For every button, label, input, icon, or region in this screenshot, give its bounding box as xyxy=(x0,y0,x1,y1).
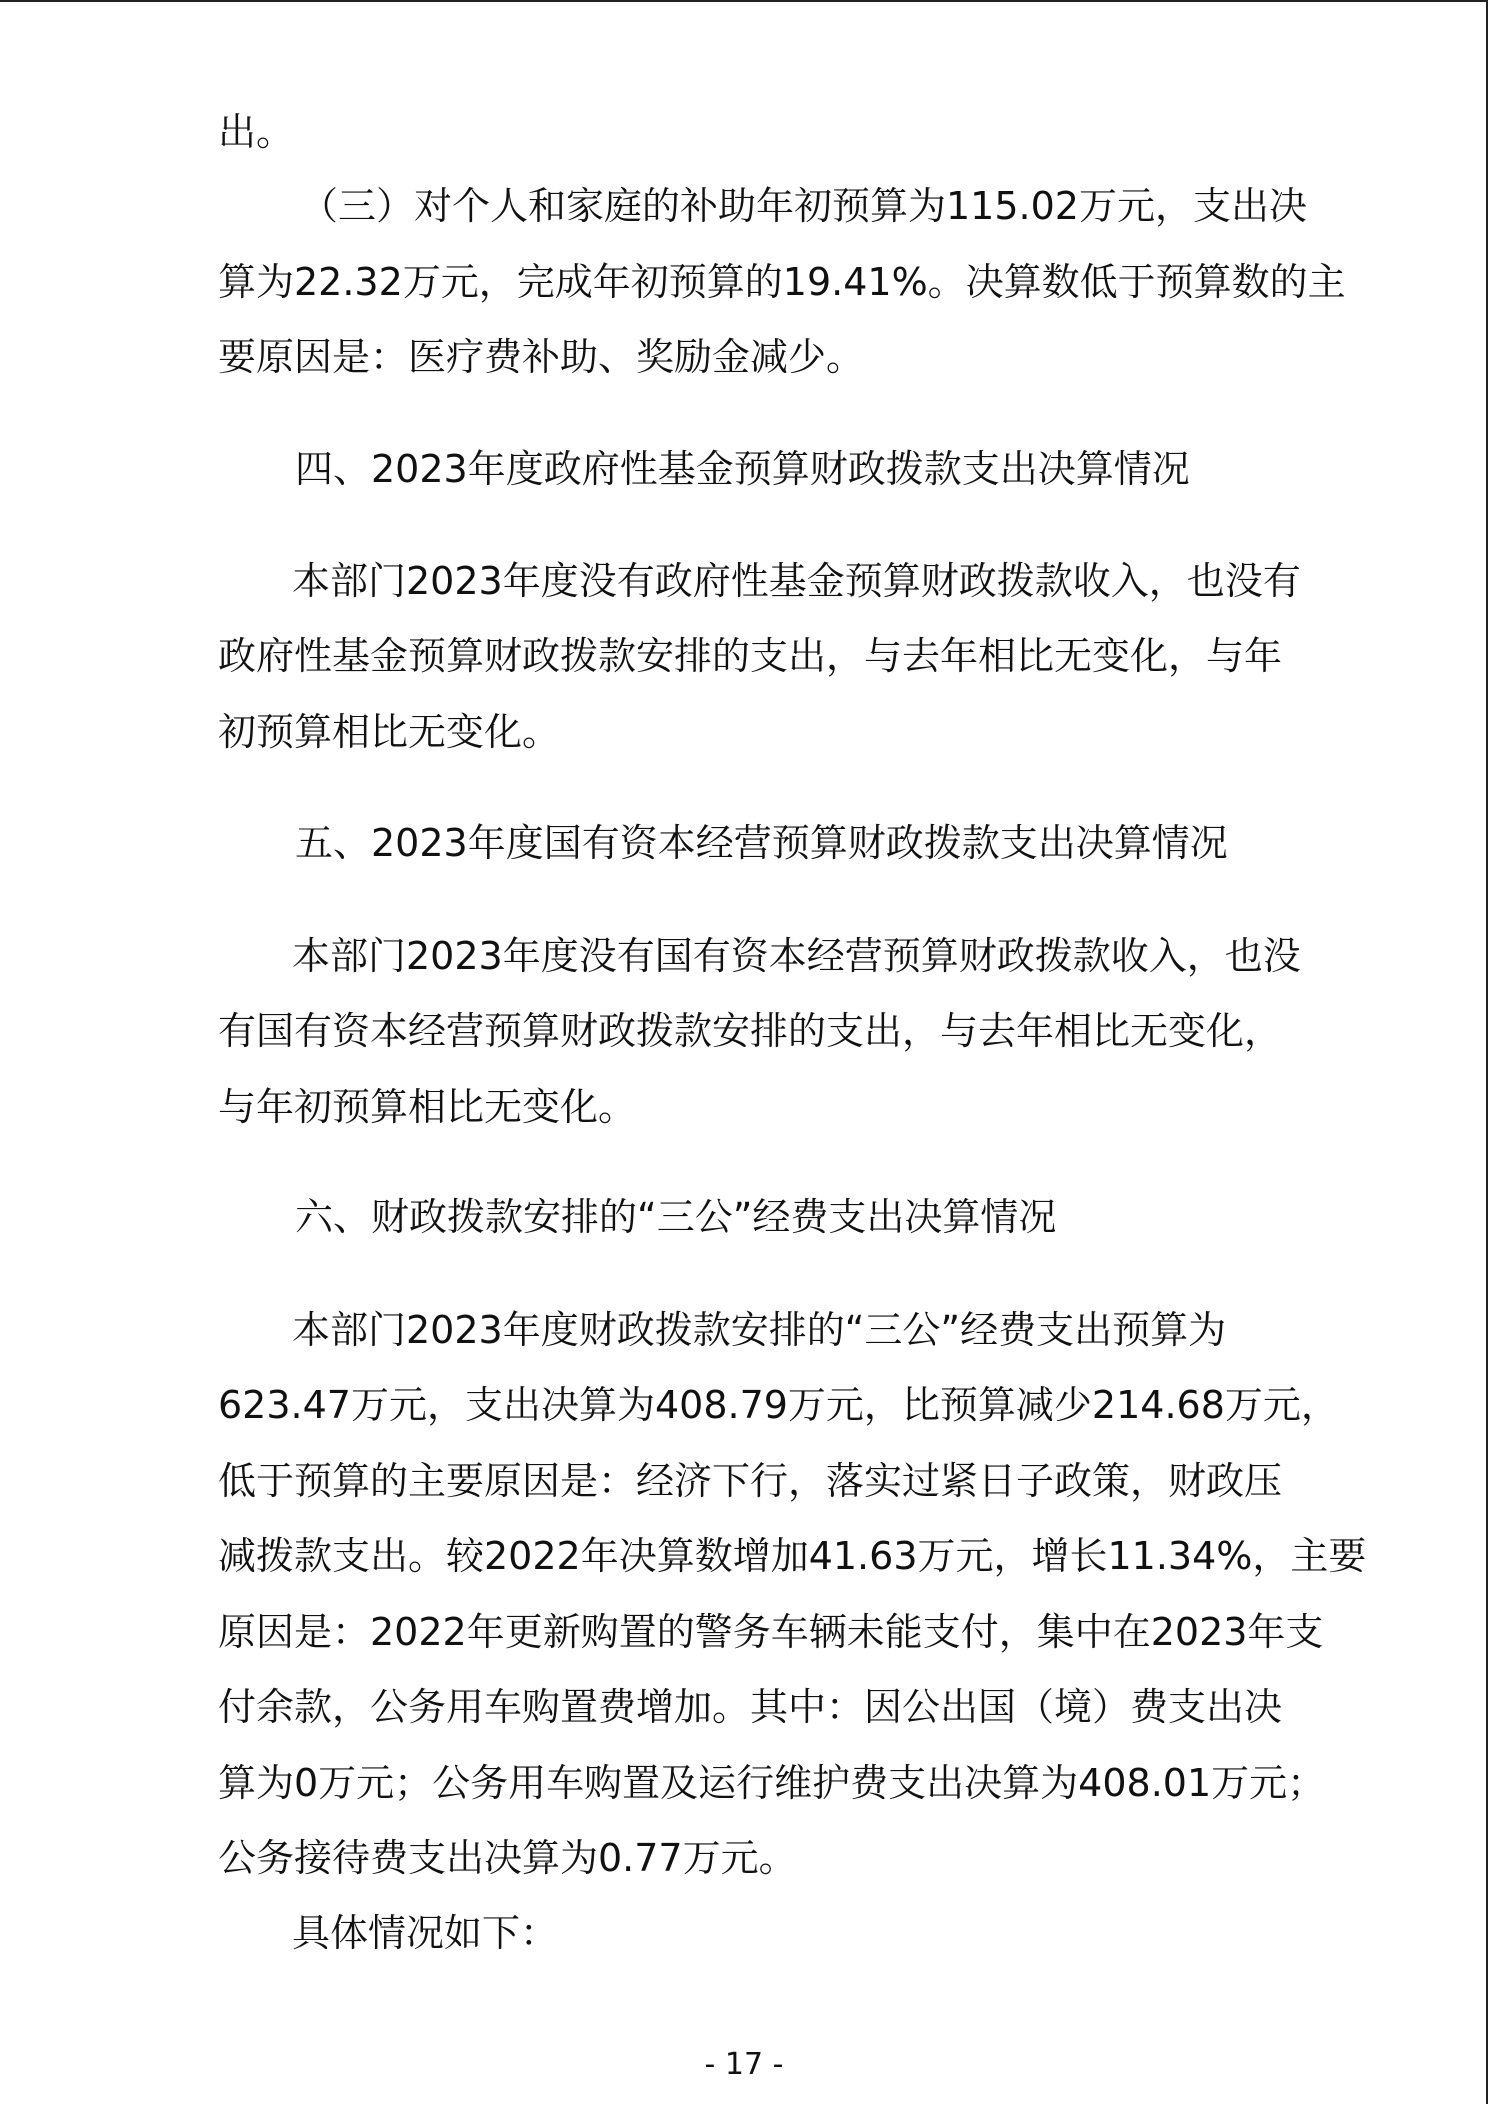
paragraph-line: 与年初预算相比无变化。 xyxy=(218,1085,637,1129)
paragraph-line: 具体情况如下： xyxy=(292,1911,559,1955)
paragraph-line: 623.47万元，支出决算为408.79万元，比预算减少214.68万元， xyxy=(218,1383,1339,1427)
paragraph-line: 有国有资本经营预算财政拨款安排的支出，与去年相比无变化， xyxy=(218,1009,1283,1053)
paragraph-line: 政府性基金预算财政拨款安排的支出，与去年相比无变化，与年 xyxy=(218,634,1283,678)
paragraph-line: 原因是：2022年更新购置的警务车辆未能支付，集中在2023年支 xyxy=(218,1610,1324,1654)
paragraph-line: 算为22.32万元，完成年初预算的19.41%。决算数低于预算数的主 xyxy=(218,260,1346,304)
paragraph-line: 初预算相比无变化。 xyxy=(218,710,561,754)
section-heading-4: 四、2023年度政府性基金预算财政拨款支出决算情况 xyxy=(295,447,1190,491)
section-heading-5: 五、2023年度国有资本经营预算财政拨款支出决算情况 xyxy=(295,821,1228,865)
paragraph-line: 低于预算的主要原因是：经济下行，落实过紧日子政策，财政压 xyxy=(218,1459,1283,1503)
section-heading-6: 六、财政拨款安排的“三公”经费支出决算情况 xyxy=(295,1195,1057,1239)
paragraph-line: 公务接待费支出决算为0.77万元。 xyxy=(218,1836,797,1880)
paragraph-line: （三）对个人和家庭的补助年初预算为115.02万元，支出决 xyxy=(300,184,1307,228)
paragraph-line: 减拨款支出。较2022年决算数增加41.63万元，增长11.34%，主要 xyxy=(218,1534,1367,1578)
paragraph-line: 本部门2023年度没有政府性基金预算财政拨款收入，也没有 xyxy=(292,559,1301,603)
paragraph-line: 本部门2023年度财政拨款安排的“三公”经费支出预算为 xyxy=(292,1308,1227,1352)
paragraph-line: 算为0万元；公务用车购置及运行维护费支出决算为408.01万元； xyxy=(218,1761,1326,1805)
paragraph-line: 本部门2023年度没有国有资本经营预算财政拨款收入，也没 xyxy=(292,934,1301,978)
page-number: - 17 - xyxy=(704,2047,784,2082)
paragraph-line: 要原因是：医疗费补助、奖励金减少。 xyxy=(218,335,865,379)
paragraph-line: 付余款，公务用车购置费增加。其中：因公出国（境）费支出决 xyxy=(218,1685,1283,1729)
paragraph-line: 出。 xyxy=(218,110,295,154)
